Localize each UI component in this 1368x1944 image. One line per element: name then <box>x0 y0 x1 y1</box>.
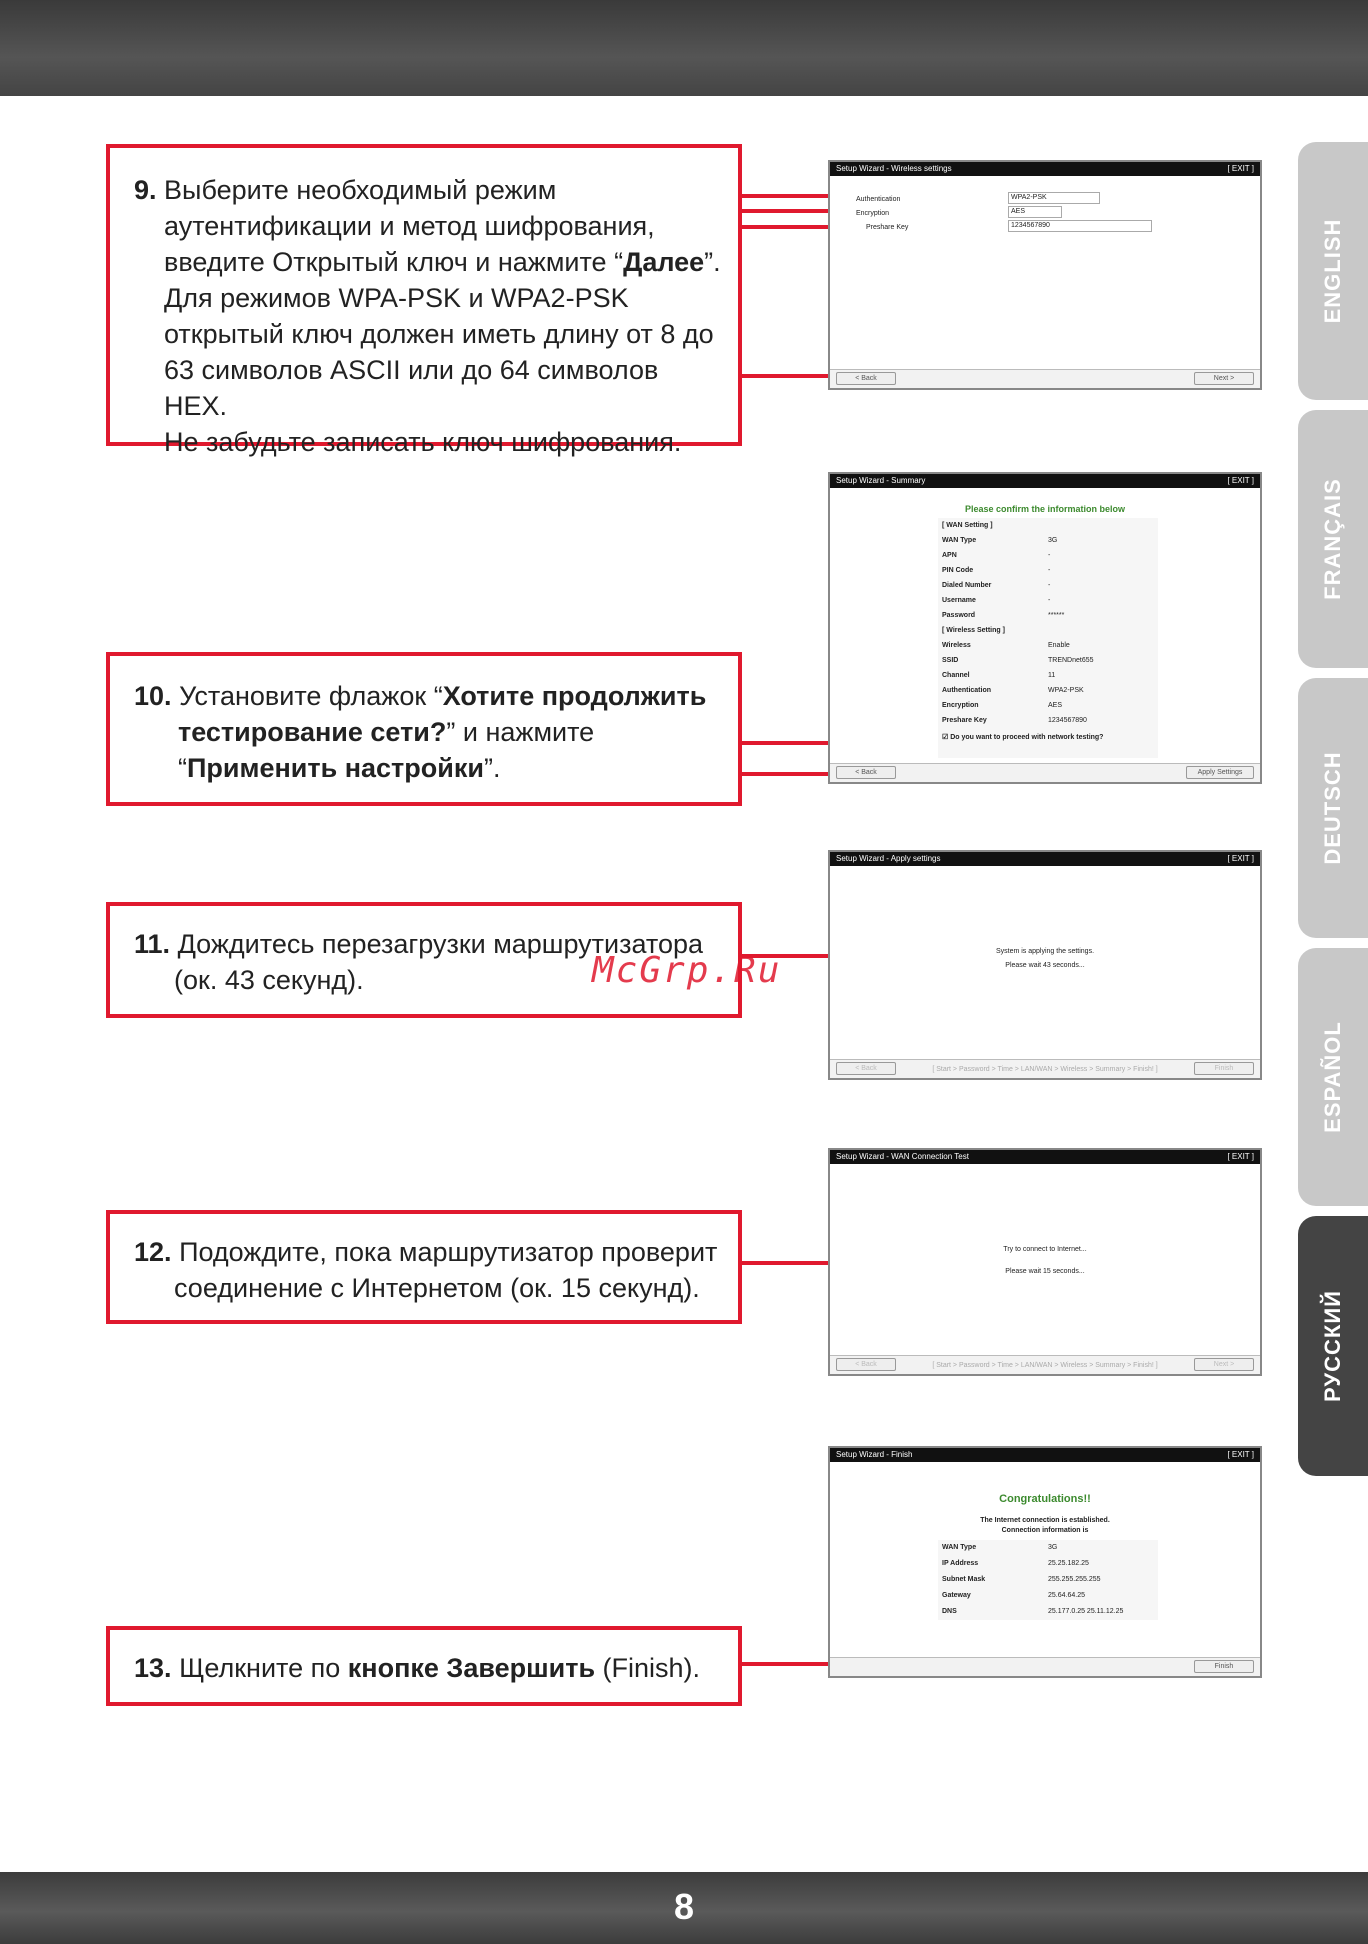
back-button[interactable]: < Back <box>836 1062 896 1075</box>
row-label: APN <box>942 552 957 559</box>
field-label: Preshare Key <box>866 224 909 231</box>
row-label: SSID <box>942 657 959 664</box>
section-label: [ Wireless Setting ] <box>942 627 1005 634</box>
screenshot-wireless-settings <box>828 160 1262 390</box>
congratulations-heading: Congratulations!! <box>999 1493 1091 1505</box>
row-label: WAN Type <box>942 1544 977 1551</box>
back-button[interactable]: < Back <box>836 1358 896 1371</box>
back-button[interactable]: < Back <box>836 766 896 779</box>
row-value: - <box>1048 552 1051 559</box>
status-text: System is applying the settings. <box>995 948 1095 955</box>
row-value: TRENDnet655 <box>1048 657 1094 664</box>
row-value: 3G <box>1048 537 1058 544</box>
step-13-box <box>106 1626 742 1706</box>
finish-button[interactable]: Finish <box>1194 1660 1254 1673</box>
row-value: 25.64.64.25 <box>1048 1592 1085 1599</box>
step-11-text: 11. Дождитесь перезагрузки маршрутизатора (ок. 43 секунд). <box>134 929 704 995</box>
screenshot-wan-test <box>828 1148 1262 1376</box>
field-label: Encryption <box>856 210 890 217</box>
finish-button[interactable]: Finish <box>1194 1062 1254 1075</box>
status-text: Please wait 15 seconds... <box>1005 1268 1085 1275</box>
wizard-breadcrumb: [ Start > Password > Time > LAN/WAN > Wireless > Summary > Finish! ] <box>932 1066 1158 1073</box>
footer-bar <box>0 1872 1368 1944</box>
authentication-select[interactable]: WPA2-PSK <box>1008 192 1100 204</box>
row-value: - <box>1048 597 1051 604</box>
wizard-footer <box>830 1355 1260 1374</box>
step-13-text: 13. Щелкните по кнопке Завершить (Finish). <box>134 1653 701 1683</box>
tab-english[interactable]: ENGLISH <box>1298 142 1368 400</box>
preshare-key-input[interactable]: 1234567890 <box>1008 220 1152 232</box>
row-value: AES <box>1048 702 1063 709</box>
status-text: Please wait 43 seconds... <box>1005 962 1085 969</box>
step-12-text: 12. Подождите, пока маршрутизатор проверит соединение с Интернетом (ок. 15 секунд). <box>134 1237 718 1303</box>
header-bar <box>0 0 1368 96</box>
row-label: Authentication <box>942 687 991 694</box>
row-label: Encryption <box>942 702 979 709</box>
row-value: 3G <box>1048 1544 1058 1551</box>
encryption-select[interactable]: AES <box>1008 206 1062 218</box>
next-button[interactable]: Next > <box>1194 372 1254 385</box>
screenshot-summary <box>828 472 1262 784</box>
row-label: IP Address <box>942 1560 979 1567</box>
row-value: 255.255.255.255 <box>1048 1576 1101 1583</box>
screenshot-finish <box>828 1446 1262 1678</box>
row-label: Dialed Number <box>942 582 992 589</box>
window-title-bar: Setup Wizard - Summary [ EXIT ] <box>830 474 1260 488</box>
page-number: 8 <box>673 1886 695 1927</box>
row-label: Preshare Key <box>942 717 987 724</box>
wizard-footer <box>830 1059 1260 1078</box>
row-label: Channel <box>942 672 970 679</box>
connection-info-table <box>938 1540 1158 1620</box>
screenshot-apply-settings <box>828 850 1262 1080</box>
proceed-testing-checkbox[interactable]: ☑ Do you want to proceed with network testing? <box>942 734 1104 741</box>
tab-francais[interactable]: FRANÇAIS <box>1298 410 1368 668</box>
step-10-box <box>106 652 742 806</box>
step-10-text: 10. Установите флажок “Хотите продолжить тестирование сети?” и нажмите “Применить настройки”. <box>134 681 707 783</box>
back-button[interactable]: < Back <box>836 372 896 385</box>
tab-espanol[interactable]: ESPAÑOL <box>1298 948 1368 1206</box>
window-title-bar: Setup Wizard - Apply settings [ EXIT ] <box>830 852 1260 866</box>
connection-status: The Internet connection is established. <box>980 1517 1110 1524</box>
row-label: PIN Code <box>942 567 974 574</box>
window-title-bar: Setup Wizard - Finish [ EXIT ] <box>830 1448 1260 1462</box>
connector <box>742 194 842 198</box>
row-label: Gateway <box>942 1592 971 1599</box>
checkbox-label: Do you want to proceed with network testing? <box>950 734 1104 741</box>
row-value: 25.25.182.25 <box>1048 1560 1089 1567</box>
field-label: Authentication <box>856 196 901 203</box>
summary-table <box>938 518 1158 758</box>
wizard-footer <box>830 1657 1260 1676</box>
row-value: 1234567890 <box>1048 717 1087 724</box>
row-value: 25.177.0.25 25.11.12.25 <box>1048 1608 1124 1615</box>
tab-russian[interactable]: РУССКИЙ <box>1298 1216 1368 1476</box>
step-12-box <box>106 1210 742 1324</box>
window-title-bar: Setup Wizard - WAN Connection Test [ EXIT ] <box>830 1150 1260 1164</box>
row-value: WPA2-PSK <box>1048 687 1084 694</box>
section-label: [ WAN Setting ] <box>942 522 993 529</box>
connector <box>742 225 842 229</box>
row-value: ****** <box>1048 612 1065 619</box>
step-9-text: 9. Выберите необходимый режим аутентификации и метод шифрования, введите Открытый ключ и нажмите “Далее”. Для режимов WPA-PSK и WPA2-PSK открытый ключ должен иметь длину от 8 до 63 символов ASCII или до 64 символов HEX. Не забудьте записать ключ шифрования. <box>134 175 721 457</box>
connector <box>742 209 842 213</box>
row-value: Enable <box>1048 642 1070 649</box>
apply-settings-button[interactable]: Apply Settings <box>1186 766 1254 779</box>
wizard-footer <box>830 763 1260 782</box>
wizard-footer <box>830 369 1260 388</box>
row-label: Password <box>942 612 976 619</box>
window-title-bar: Setup Wizard - Wireless settings [ EXIT ] <box>830 162 1260 176</box>
row-label: DNS <box>942 1608 957 1615</box>
tab-deutsch[interactable]: DEUTSCH <box>1298 678 1368 938</box>
watermark: McGrp.Ru <box>592 950 782 991</box>
connection-info-label: Connection information is <box>1001 1527 1089 1534</box>
row-label: Wireless <box>942 642 971 649</box>
next-button[interactable]: Next > <box>1194 1358 1254 1371</box>
row-value: - <box>1048 582 1051 589</box>
step-9-box <box>106 144 742 457</box>
row-label: WAN Type <box>942 537 977 544</box>
row-value: 11 <box>1048 672 1056 679</box>
row-value: - <box>1048 567 1051 574</box>
row-label: Username <box>942 597 976 604</box>
row-label: Subnet Mask <box>942 1576 986 1583</box>
wizard-breadcrumb: [ Start > Password > Time > LAN/WAN > Wireless > Summary > Finish! ] <box>932 1362 1158 1369</box>
summary-heading: Please confirm the information below <box>964 504 1126 514</box>
status-text: Try to connect to Internet... <box>1003 1246 1087 1253</box>
